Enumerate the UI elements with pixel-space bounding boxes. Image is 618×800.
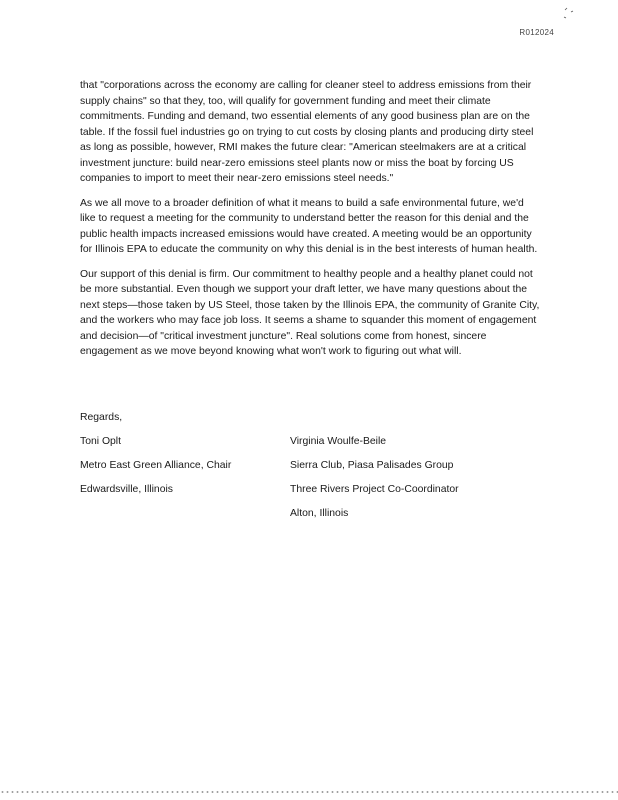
- signatory-location: Alton, Illinois: [290, 508, 349, 519]
- letter-body: [80, 78, 540, 369]
- signature-block: [80, 410, 540, 530]
- signatory-name: Virginia Woulfe-Beile: [290, 436, 387, 447]
- signatory-role: Three Rivers Project Co-Coordinator: [290, 484, 459, 495]
- signatories: [80, 434, 540, 530]
- signatory-organization: Sierra Club, Piasa Palisades Group: [290, 460, 454, 471]
- signatory-left: [80, 434, 290, 530]
- signatory-right: [290, 434, 540, 530]
- closing: Regards,: [80, 412, 123, 423]
- signatory-location: Edwardsville, Illinois: [80, 484, 173, 495]
- paragraph-support: Our support of this denial is firm. Our commitment to healthy people and a healthy planet could not be more substantial. Even though we support your draft letter, we have many questions about the next steps—those taken by US Steel, those taken by the Illinois EPA, the community of Granite City, and the workers who may face job loss. It seems a shame to squander this moment of engagement and decision—of "critical investment juncture". Real solutions come from honest, sincere engagement as we move beyond knowing what won't work to figuring out what will.: [80, 268, 540, 357]
- signatory-name: Toni Oplt: [80, 436, 122, 447]
- paragraph-funding: that "corporations across the economy are calling for cleaner steel to address emissions from their supply chains" so that they, too, will qualify for government funding and meet their climate commitments. Funding and demand, two essential elements of any good business plan are on the table. If the fossil fuel industries go on trying to cut costs by closing plants and producing dirty steel as long as possible, however, RMI makes the future clear: "American steelmakers are at a critical investment juncture: build near-zero emissions steel plants now or miss the boat by forcing US companies to import to meet their near-zero emissions steel needs.": [80, 80, 534, 184]
- scan-mark-icon: [562, 6, 576, 20]
- paragraph-meeting-request: As we all move to a broader definition of what it means to build a safe environmental future, we'd like to request a meeting for the community to understand better the reason for this denial and the public health impacts increased emissions would have created. A meeting would be an opportunity for Illinois EPA to educate the community on why this denial is in the best interests of human health.: [80, 197, 538, 255]
- document-id: R012024: [519, 28, 554, 37]
- scan-edge-dots: [0, 790, 618, 794]
- signatory-organization: Metro East Green Alliance, Chair: [80, 460, 232, 471]
